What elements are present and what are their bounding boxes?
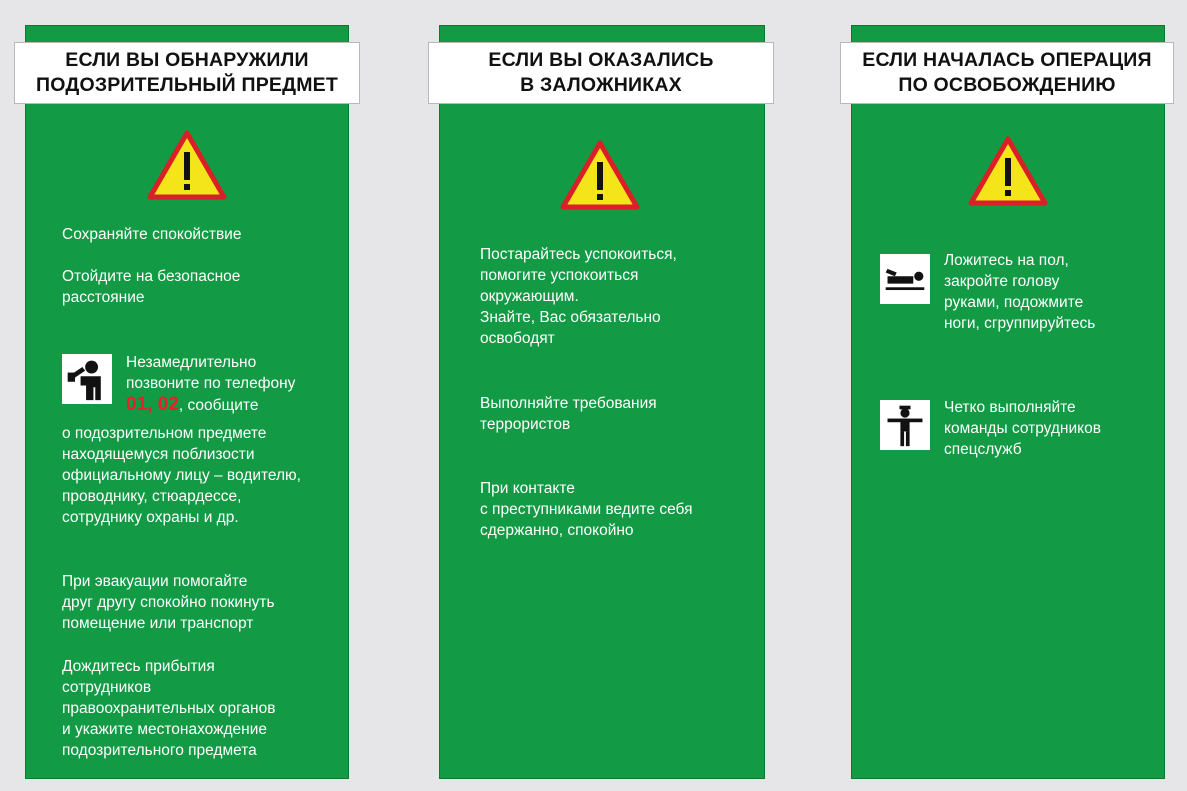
text-line: закройте голову [944,273,1060,290]
text-line: При контакте [480,480,575,497]
text-line: Постарайтесь успокоиться, [480,246,677,263]
text-line: Незамедлительно [126,354,257,371]
text-line: Ложитесь на пол, [944,252,1069,269]
panel-title [428,42,774,104]
warning-triangle-icon [968,136,1048,206]
text-line: Знайте, Вас обязательно [480,309,661,326]
text-line: сотрудников [62,679,152,696]
text-line: помогите успокоиться [480,267,639,284]
text-line: Четко выполняйте [944,399,1076,416]
title-line: В ЗАЛОЖНИКАХ [520,74,682,96]
text-line: подозрительного предмета [62,742,257,759]
title-line: ЕСЛИ НАЧАЛАСЬ ОПЕРАЦИЯ [862,49,1152,71]
panel-title [840,42,1174,104]
officer-icon [880,400,930,450]
text-line: расстояние [62,289,145,306]
text-line: При эвакуации помогайте [62,573,248,590]
text-line: ноги, сгруппируйтесь [944,315,1096,332]
text-line: Отойдите на безопасное [62,268,241,285]
panel-hostage [440,26,764,778]
text-line: Сохраняйте спокойствие [62,226,242,243]
text-line: руками, подожмите [944,294,1084,311]
text-line: помещение или транспорт [62,615,254,632]
panel-suspicious-object [26,26,348,778]
text-line: друг другу спокойно покинуть [62,594,275,611]
text-line: террористов [480,416,571,433]
text-block [62,656,275,761]
text-block [62,423,301,528]
text-line: окружающим. [480,288,579,305]
text-block [480,393,657,435]
text-line: Дождитесь прибытия [62,658,215,675]
title-line: ЕСЛИ ВЫ ОБНАРУЖИЛИ [65,49,309,71]
text-block [126,352,295,416]
person-lying-icon [880,254,930,304]
person-phone-icon [62,354,112,404]
panel-title [14,42,360,104]
text-line: о подозрительном предмете [62,425,267,442]
title-line: ЕСЛИ ВЫ ОКАЗАЛИСЬ [488,49,714,71]
text-line: находящемуся поблизости [62,446,255,463]
text-block [944,250,1095,334]
text-block [480,478,692,541]
text-line: сдержанно, спокойно [480,522,634,539]
text-block [480,244,677,349]
text-line: сотруднику охраны и др. [62,509,239,526]
text-line: освободят [480,330,555,347]
warning-triangle-icon [560,140,640,210]
text-line: проводнику, стюардессе, [62,488,242,505]
text-line: и укажите местонахождение [62,721,267,738]
text-line: с преступниками ведите себя [480,501,693,518]
text-block [62,224,241,245]
text-line: правоохранительных органов [62,700,276,717]
warning-triangle-icon [147,130,227,200]
text-line: Выполняйте требования [480,395,657,412]
text-line: официальному лицу – водителю, [62,467,301,484]
text-line: позвоните по телефону [126,375,296,392]
text-fragment: , сообщите [178,397,259,414]
panel-rescue-operation [852,26,1164,778]
title-line: ПОДОЗРИТЕЛЬНЫЙ ПРЕДМЕТ [36,74,338,96]
title-line: ПО ОСВОБОЖДЕНИЮ [898,74,1116,96]
emergency-numbers: 01, 02 [126,394,179,415]
text-line [126,394,295,416]
text-line: команды сотрудников [944,420,1101,437]
text-block [62,571,275,634]
text-block [944,397,1101,460]
text-block [62,266,240,308]
text-line: спецслужб [944,441,1022,458]
